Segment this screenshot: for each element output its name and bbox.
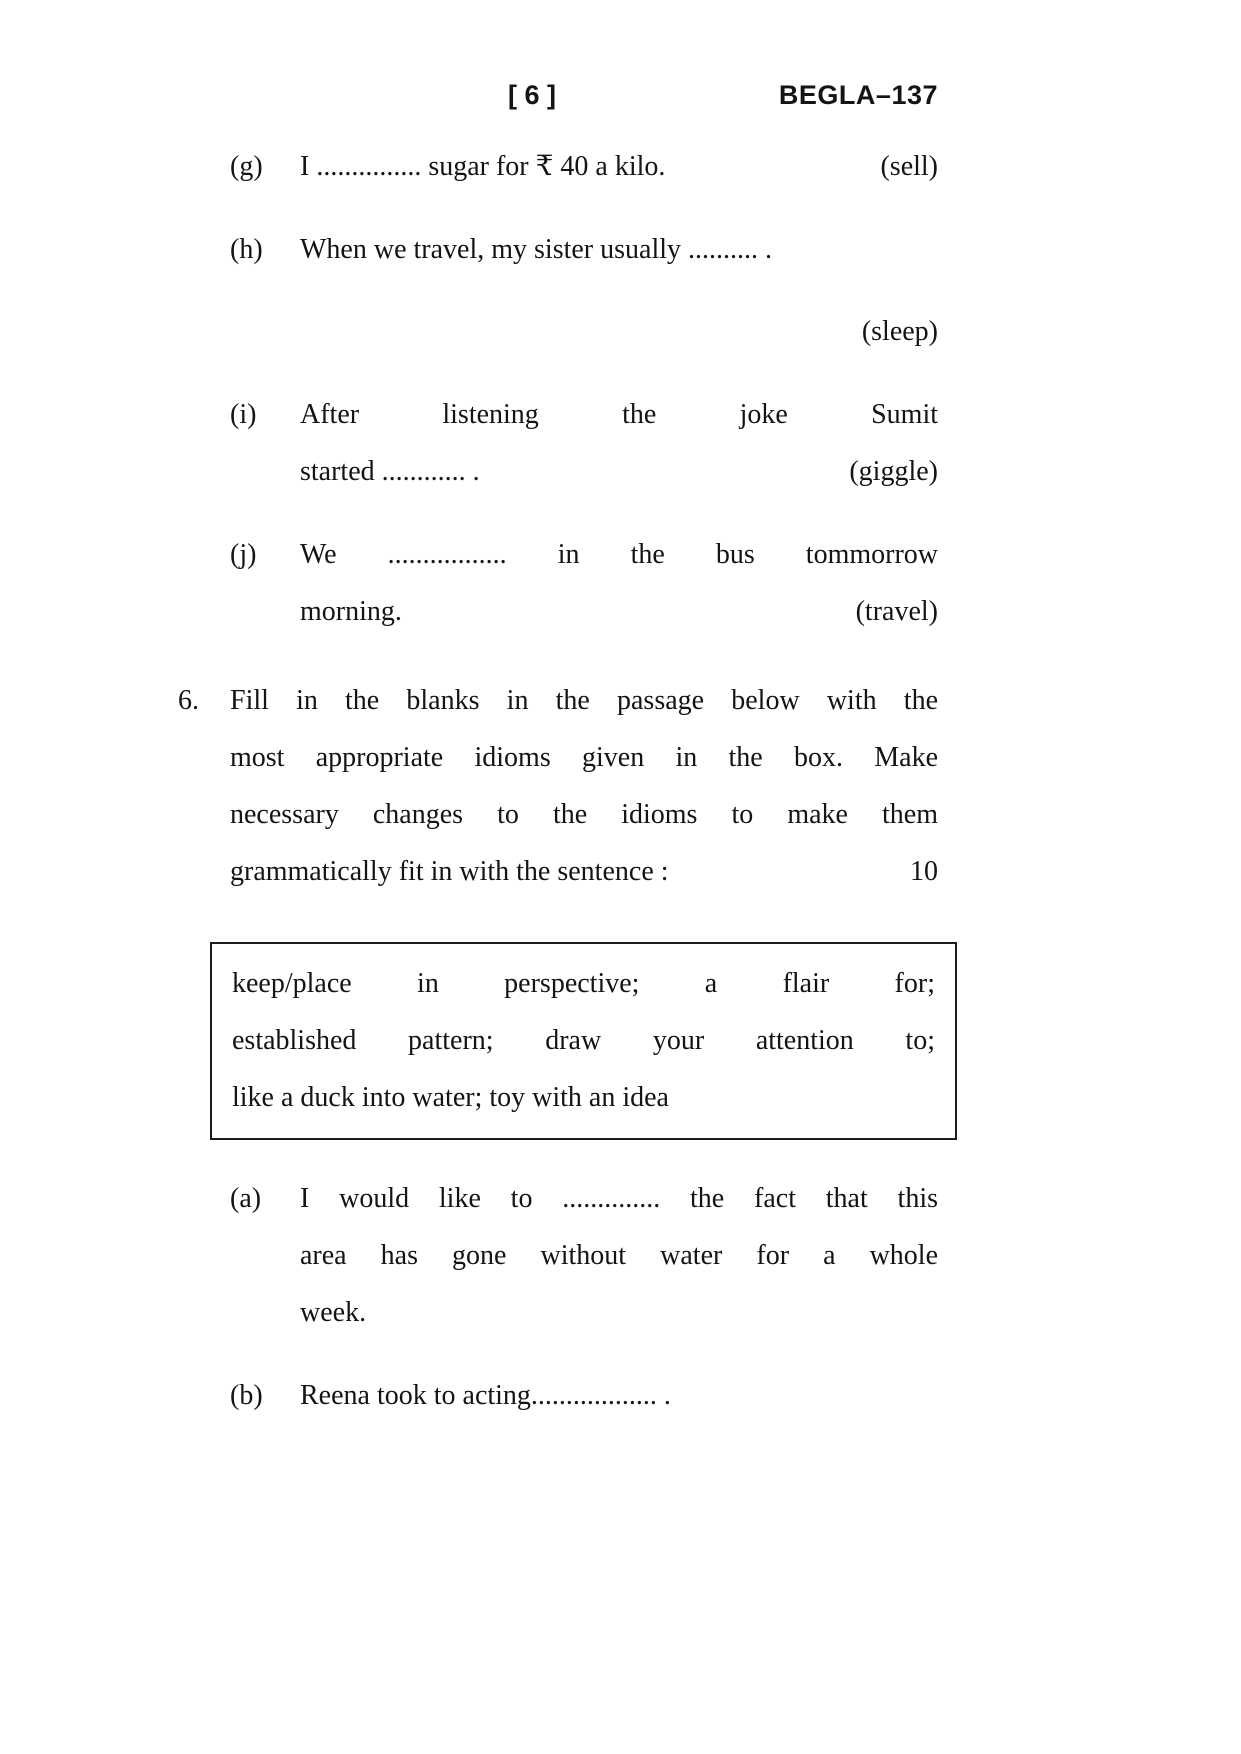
sub-item-b xyxy=(230,1367,938,1424)
item-body xyxy=(300,1170,938,1341)
question-6 xyxy=(178,672,938,900)
item-body xyxy=(300,138,938,195)
item-body xyxy=(300,526,938,640)
question-text-line xyxy=(230,843,938,900)
question-text-line: most appropriate idioms given in the box. Make xyxy=(230,742,938,773)
question-text-end: grammatically fit in with the sentence : xyxy=(230,856,669,887)
item-label: (h) xyxy=(230,234,263,265)
blank-sentence-continued: area has gone without water for a whole xyxy=(300,1240,938,1271)
marks-value: 10 xyxy=(910,856,938,887)
idiom-box-line: like a duck into water; toy with an idea xyxy=(232,1082,669,1113)
course-code: BEGLA–137 xyxy=(778,80,938,110)
verb-hint: (sell) xyxy=(880,151,938,182)
item-label: (g) xyxy=(230,151,263,182)
item-line xyxy=(300,138,938,195)
sub-item-a xyxy=(230,1170,938,1341)
fill-item-i xyxy=(230,386,938,500)
verb-hint: (giggle) xyxy=(849,456,938,487)
blank-sentence: I would like to .............. the fact that this xyxy=(300,1183,938,1214)
blank-sentence-continued: started ............ . xyxy=(300,456,480,487)
item-label: (j) xyxy=(230,539,257,570)
blank-sentence: I ............... sugar for ₹ 40 a kilo. xyxy=(300,151,666,182)
question-number: 6. xyxy=(178,685,199,716)
blank-sentence-end: week. xyxy=(300,1297,367,1328)
fill-item-h xyxy=(230,221,938,360)
item-body xyxy=(300,221,938,360)
item-label: (a) xyxy=(230,1183,262,1214)
blank-sentence: After listening the joke Sumit xyxy=(300,399,938,430)
idiom-box-line: keep/place in perspective; a flair for; xyxy=(232,968,935,999)
item-line xyxy=(300,443,938,500)
item-label: (b) xyxy=(230,1380,263,1411)
fill-item-j xyxy=(230,526,938,640)
page-header xyxy=(0,80,1241,118)
fill-item-g xyxy=(230,138,938,195)
idiom-box-line: established pattern; draw your attention to; xyxy=(232,1025,935,1056)
item-body xyxy=(300,386,938,500)
blank-sentence: When we travel, my sister usually .......... . xyxy=(300,234,773,265)
verb-hint: (travel) xyxy=(855,596,938,627)
item-label: (i) xyxy=(230,399,257,430)
page-number: [ 6 ] xyxy=(508,80,557,110)
question-text-line: Fill in the blanks in the passage below with the xyxy=(230,685,938,716)
item-body xyxy=(300,1367,938,1424)
blank-sentence: Reena took to acting.................. . xyxy=(300,1380,671,1411)
question-body xyxy=(230,672,938,900)
question-text-line: necessary changes to the idioms to make them xyxy=(230,799,938,830)
blank-sentence: We ................. in the bus tommorrow xyxy=(300,539,938,570)
item-line xyxy=(300,583,938,640)
verb-hint: (sleep) xyxy=(861,316,938,347)
page-content xyxy=(178,138,938,1450)
blank-sentence-continued: morning. xyxy=(300,596,402,627)
idiom-box xyxy=(210,942,957,1140)
